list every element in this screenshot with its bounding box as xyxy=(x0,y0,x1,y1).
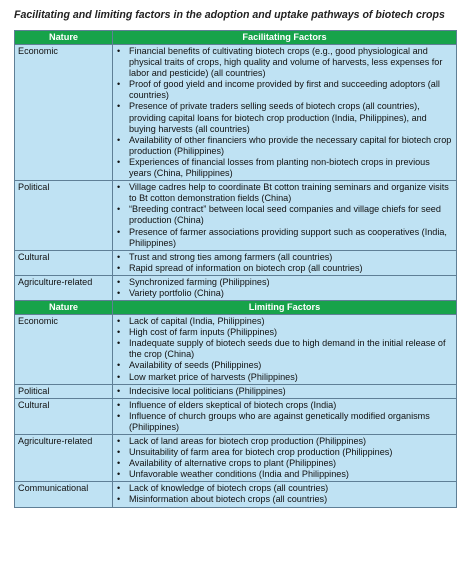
section-header-row xyxy=(15,31,457,45)
table-row xyxy=(15,384,457,398)
factor-text: Experiences of financial losses from planting non-biotech crops in previous years (China, Philippines) xyxy=(129,156,430,179)
bullet-icon: • xyxy=(117,182,121,193)
table-row xyxy=(15,435,457,482)
nature-cell: Agriculture-related xyxy=(15,435,113,482)
list-item xyxy=(116,360,453,371)
list-item xyxy=(116,316,453,327)
factor-list xyxy=(116,46,453,179)
list-item xyxy=(116,447,453,458)
bullet-icon: • xyxy=(117,204,121,215)
factor-text: Unfavorable weather conditions (India and Philippines) xyxy=(129,469,349,480)
list-item xyxy=(116,252,453,263)
bullet-icon: • xyxy=(117,316,121,327)
factor-list xyxy=(116,400,453,433)
factors-cell xyxy=(113,315,457,385)
factor-list xyxy=(116,483,453,505)
section-header-row xyxy=(15,301,457,315)
list-item xyxy=(116,386,453,397)
bullet-icon: • xyxy=(117,483,121,494)
factor-list xyxy=(116,277,453,299)
bullet-icon: • xyxy=(117,327,121,338)
factor-text: Lack of land areas for biotech crop production (Philippines) xyxy=(129,436,367,446)
list-item xyxy=(116,372,453,383)
nature-cell: Economic xyxy=(15,45,113,181)
factor-text: Availability of other financiers who provide the necessary capital for biotech crop production (Philippines) xyxy=(129,134,452,156)
factor-list xyxy=(116,316,453,383)
factor-text: Availability of alternative crops to plant (Philippines) xyxy=(129,458,337,469)
list-item xyxy=(116,204,453,226)
list-item xyxy=(116,101,453,134)
factor-text: Proof of good yield and income provided by first and succeeding adoptors (all countries) xyxy=(129,79,440,101)
bullet-icon: • xyxy=(117,410,121,421)
factor-text: Variety portfolio (China) xyxy=(129,287,224,298)
factor-text: Lack of knowledge of biotech crops (all countries) xyxy=(129,483,329,494)
factor-text: “Breeding contract” between local seed companies and village chiefs for seed production (China) xyxy=(129,204,441,226)
nature-cell: Agriculture-related xyxy=(15,275,113,300)
table-row xyxy=(15,181,457,251)
factor-list xyxy=(116,436,453,480)
factor-text: Influence of church groups who are against genetically modified organisms (Philippines) xyxy=(129,410,430,432)
factor-text: Lack of capital (India, Philippines) xyxy=(129,316,265,327)
bullet-icon: • xyxy=(117,262,121,273)
list-item xyxy=(116,263,453,274)
factors-cell xyxy=(113,398,457,434)
list-item xyxy=(116,288,453,299)
factor-list xyxy=(116,252,453,274)
bullet-icon: • xyxy=(117,156,121,167)
factor-text: Rapid spread of information on biotech crop (all countries) xyxy=(129,262,363,273)
factor-text: Financial benefits of cultivating biotech crops (e.g., good physiological and physical traits of crops, high quality and volume of harvests, less expenses for labor and pesticide) (all countries) xyxy=(129,46,443,79)
list-item xyxy=(116,227,453,249)
bullet-icon: • xyxy=(117,458,121,469)
factor-text: Low market price of harvests (Philippines) xyxy=(129,371,298,382)
bullet-icon: • xyxy=(117,494,121,505)
factor-text: Misinformation about biotech crops (all countries) xyxy=(129,494,328,505)
factor-text: Synchronized farming (Philippines) xyxy=(129,276,270,287)
factor-text: Influence of elders skeptical of biotech crops (India) xyxy=(129,399,337,410)
list-item xyxy=(116,436,453,447)
nature-cell: Cultural xyxy=(15,398,113,434)
bullet-icon: • xyxy=(117,134,121,145)
bullet-icon: • xyxy=(117,399,121,410)
list-item xyxy=(116,458,453,469)
list-item xyxy=(116,277,453,288)
table-row xyxy=(15,275,457,300)
bullet-icon: • xyxy=(117,338,121,349)
factor-text: Indecisive local politicians (Philippines) xyxy=(129,385,286,396)
factors-table-body xyxy=(15,31,457,508)
table-title: Facilitating and limiting factors in the adoption and uptake pathways of biotech crops xyxy=(14,9,445,21)
list-item xyxy=(116,182,453,204)
factor-text: Unsuitability of farm area for biotech crop production (Philippines) xyxy=(129,447,393,458)
table-row xyxy=(15,250,457,275)
factor-text: Availability of seeds (Philippines) xyxy=(129,360,262,371)
column-header-nature: Nature xyxy=(15,301,113,315)
column-header-factors: Facilitating Factors xyxy=(113,31,457,45)
list-item xyxy=(116,327,453,338)
bullet-icon: • xyxy=(117,226,121,237)
list-item xyxy=(116,338,453,360)
table-row xyxy=(15,398,457,434)
factors-cell xyxy=(113,435,457,482)
bullet-icon: • xyxy=(117,385,121,396)
bullet-icon: • xyxy=(117,287,121,298)
column-header-factors: Limiting Factors xyxy=(113,301,457,315)
factor-text: High cost of farm inputs (Philippines) xyxy=(129,327,278,338)
factor-list xyxy=(116,386,453,397)
factors-cell xyxy=(113,250,457,275)
bullet-icon: • xyxy=(117,276,121,287)
list-item xyxy=(116,157,453,179)
bullet-icon: • xyxy=(117,101,121,112)
factor-text: Village cadres help to coordinate Bt cotton training seminars and organize visits to Bt cotton demonstration fields (China) xyxy=(129,182,449,204)
table-row xyxy=(15,315,457,385)
factor-text: Trust and strong ties among farmers (all countries) xyxy=(129,251,333,262)
list-item xyxy=(116,469,453,480)
bullet-icon: • xyxy=(117,436,121,446)
factors-cell xyxy=(113,45,457,181)
bullet-icon: • xyxy=(117,46,121,56)
table-row xyxy=(15,482,457,507)
factors-cell xyxy=(113,482,457,507)
factors-cell xyxy=(113,181,457,251)
bullet-icon: • xyxy=(117,360,121,371)
factor-text: Presence of farmer associations providing support such as cooperatives (India, Philippines) xyxy=(129,226,447,248)
factor-list xyxy=(116,182,453,249)
list-item xyxy=(116,483,453,494)
bullet-icon: • xyxy=(117,447,121,458)
list-item xyxy=(116,79,453,101)
nature-cell: Political xyxy=(15,181,113,251)
bullet-icon: • xyxy=(117,79,121,90)
bullet-icon: • xyxy=(117,469,121,480)
factors-table xyxy=(14,30,457,508)
list-item xyxy=(116,135,453,157)
list-item xyxy=(116,494,453,505)
list-item xyxy=(116,411,453,433)
factor-text: Inadequate supply of biotech seeds due to high demand in the initial release of the crop (China) xyxy=(129,338,446,360)
factors-cell xyxy=(113,384,457,398)
table-row xyxy=(15,45,457,181)
nature-cell: Economic xyxy=(15,315,113,385)
nature-cell: Communicational xyxy=(15,482,113,507)
list-item xyxy=(116,46,453,79)
nature-cell: Cultural xyxy=(15,250,113,275)
factor-text: Presence of private traders selling seeds of biotech crops (all countries), providing capital loans for biotech crop production (India, Philippines), and buying harvests (all countries) xyxy=(129,101,427,134)
nature-cell: Political xyxy=(15,384,113,398)
column-header-nature: Nature xyxy=(15,31,113,45)
bullet-icon: • xyxy=(117,251,121,262)
list-item xyxy=(116,400,453,411)
factors-cell xyxy=(113,275,457,300)
bullet-icon: • xyxy=(117,371,121,382)
